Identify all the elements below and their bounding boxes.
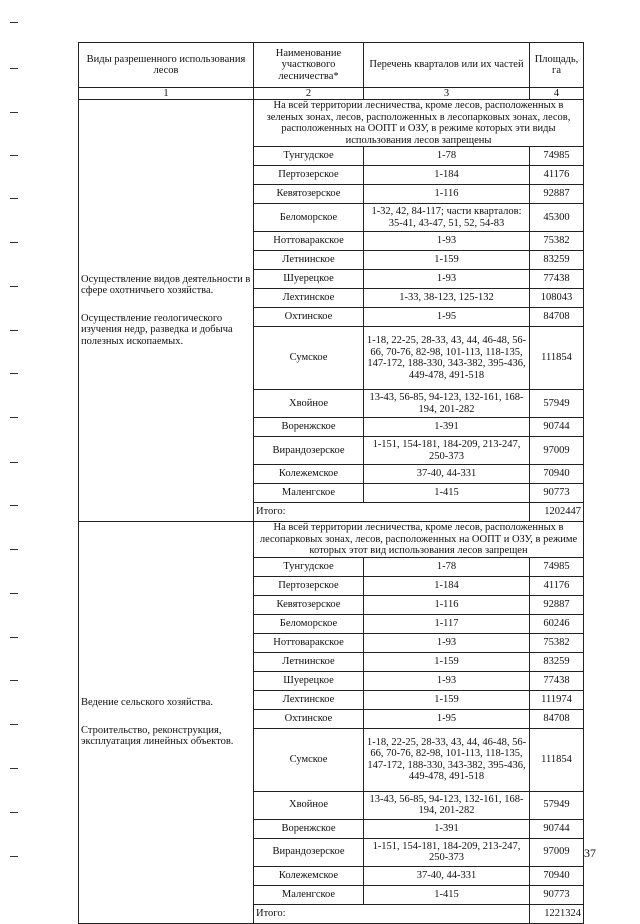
quarters-list: 13-43, 56-85, 94-123, 132-161, 168-194, 201-282 [364, 390, 530, 418]
binding-mark [10, 505, 18, 506]
quarters-list: 1-151, 154-181, 184-209, 213-247, 250-373 [364, 437, 530, 465]
area-value: 111854 [530, 327, 584, 390]
binding-mark [10, 22, 18, 23]
area-value: 77438 [530, 270, 584, 289]
area-value: 90744 [530, 418, 584, 437]
district-name: Ноттоваракское [254, 232, 364, 251]
district-name: Хвойное [254, 791, 364, 819]
quarters-list: 1-159 [364, 652, 530, 671]
district-name: Беломорское [254, 204, 364, 232]
quarters-list: 37-40, 44-331 [364, 866, 530, 885]
area-value: 92887 [530, 185, 584, 204]
quarters-list: 1-415 [364, 484, 530, 503]
district-name: Колежемское [254, 866, 364, 885]
area-value: 60246 [530, 614, 584, 633]
district-name: Лехтинское [254, 289, 364, 308]
total-area: 1221324 [530, 904, 584, 923]
page-number: 37 [584, 846, 596, 860]
area-value: 90773 [530, 484, 584, 503]
use-type-text: Ведение сельского хозяйства. [81, 697, 213, 708]
binding-mark [10, 198, 18, 199]
district-name: Беломорское [254, 614, 364, 633]
quarters-list: 1-151, 154-181, 184-209, 213-247, 250-373 [364, 838, 530, 866]
binding-mark [10, 724, 18, 725]
binding-mark [10, 373, 18, 374]
area-value: 75382 [530, 633, 584, 652]
district-name: Пертозерское [254, 576, 364, 595]
quarters-list: 1-117 [364, 614, 530, 633]
area-value: 57949 [530, 791, 584, 819]
binding-mark [10, 155, 18, 156]
area-value: 92887 [530, 595, 584, 614]
area-value: 70940 [530, 866, 584, 885]
quarters-list: 1-33, 38-123, 125-132 [364, 289, 530, 308]
area-value: 74985 [530, 147, 584, 166]
binding-mark [10, 417, 18, 418]
paragraph-gap [81, 709, 251, 725]
district-name: Кевятозерское [254, 595, 364, 614]
quarters-list: 1-391 [364, 418, 530, 437]
district-name: Пертозерское [254, 166, 364, 185]
binding-mark [10, 286, 18, 287]
use-type-text: Строительство, реконструкция, эксплуатация линейных объектов. [81, 724, 234, 747]
area-value: 90744 [530, 819, 584, 838]
quarters-list: 1-93 [364, 270, 530, 289]
district-name: Тунгудское [254, 147, 364, 166]
total-label: Итого: [254, 904, 530, 923]
use-type-cell [79, 522, 254, 924]
district-name: Маленгское [254, 885, 364, 904]
binding-mark [10, 330, 18, 331]
use-type-text: Осуществление геологического изучения недр, разведка и добыча полезных ископаемых. [81, 312, 233, 347]
territory-note: На всей территории лесничества, кроме лесов, расположенных в лесопарковых зонах, лесов, расположенных на ООПТ и ОЗУ, в режиме которых этот вид использования лесов запрещен [254, 522, 584, 558]
quarters-list: 1-78 [364, 147, 530, 166]
district-name: Летнинское [254, 652, 364, 671]
district-name: Кевятозерское [254, 185, 364, 204]
area-value: 108043 [530, 289, 584, 308]
district-name: Воренжское [254, 819, 364, 838]
use-type-text: Осуществление видов деятельности в сфере охотничьего хозяйства. [81, 273, 251, 297]
paragraph-gap [81, 297, 251, 313]
quarters-list: 1-184 [364, 576, 530, 595]
binding-mark [10, 812, 18, 813]
area-value: 84708 [530, 308, 584, 327]
total-area: 1202447 [530, 503, 584, 522]
column-number: 3 [364, 88, 530, 100]
quarters-list: 1-93 [364, 671, 530, 690]
district-name: Воренжское [254, 418, 364, 437]
quarters-list: 1-159 [364, 690, 530, 709]
binding-mark [10, 637, 18, 638]
total-label: Итого: [254, 503, 530, 522]
header-use-type: Виды разрешенного использования лесов [79, 43, 254, 88]
area-value: 74985 [530, 557, 584, 576]
area-value: 41176 [530, 166, 584, 185]
area-value: 97009 [530, 838, 584, 866]
column-number: 2 [254, 88, 364, 100]
binding-mark [10, 768, 18, 769]
area-value: 84708 [530, 709, 584, 728]
area-value: 83259 [530, 652, 584, 671]
forest-use-table [78, 42, 584, 924]
quarters-list: 1-95 [364, 709, 530, 728]
binding-mark [10, 112, 18, 113]
area-value: 45300 [530, 204, 584, 232]
territory-note: На всей территории лесничества, кроме лесов, расположенных в зеленых зонах, лесов, расположенных в лесопарковых зонах, лесов, расположенных на ООПТ и ОЗУ, в режиме которых эти виды использования лесов запрещены [254, 100, 584, 147]
district-name: Лехтинское [254, 690, 364, 709]
quarters-list: 1-18, 22-25, 28-33, 43, 44, 46-48, 56-66, 70-76, 82-98, 101-113, 118-135, 147-172, 188-330, 343-382, 395-436, 449-478, 491-518 [364, 327, 530, 390]
quarters-list: 1-95 [364, 308, 530, 327]
quarters-list: 1-78 [364, 557, 530, 576]
header-quarters: Перечень кварталов или их частей [364, 43, 530, 88]
quarters-list: 37-40, 44-331 [364, 465, 530, 484]
district-name: Шуерецкое [254, 671, 364, 690]
binding-mark [10, 68, 18, 69]
area-value: 111974 [530, 690, 584, 709]
section-note-row [79, 522, 584, 558]
area-value: 70940 [530, 465, 584, 484]
district-name: Маленгское [254, 484, 364, 503]
binding-mark [10, 549, 18, 550]
area-value: 111854 [530, 728, 584, 791]
district-name: Ноттоваракское [254, 633, 364, 652]
district-name: Охтинское [254, 308, 364, 327]
area-value: 97009 [530, 437, 584, 465]
area-value: 83259 [530, 251, 584, 270]
quarters-list: 1-93 [364, 633, 530, 652]
quarters-list: 1-184 [364, 166, 530, 185]
binding-mark [10, 242, 18, 243]
area-value: 57949 [530, 390, 584, 418]
area-value: 41176 [530, 576, 584, 595]
header-area: Площадь, га [530, 43, 584, 88]
district-name: Сумское [254, 728, 364, 791]
section-note-row [79, 100, 584, 147]
area-value: 77438 [530, 671, 584, 690]
quarters-list: 1-116 [364, 185, 530, 204]
quarters-list: 1-391 [364, 819, 530, 838]
area-value: 75382 [530, 232, 584, 251]
quarters-list: 1-32, 42, 84-117; части кварталов: 35-41, 43-47, 51, 52, 54-83 [364, 204, 530, 232]
column-number: 4 [530, 88, 584, 100]
binding-mark [10, 462, 18, 463]
district-name: Охтинское [254, 709, 364, 728]
quarters-list: 1-93 [364, 232, 530, 251]
area-value: 90773 [530, 885, 584, 904]
district-name: Вирандозерское [254, 838, 364, 866]
district-name: Сумское [254, 327, 364, 390]
district-name: Летнинское [254, 251, 364, 270]
quarters-list: 1-415 [364, 885, 530, 904]
quarters-list: 1-116 [364, 595, 530, 614]
district-name: Тунгудское [254, 557, 364, 576]
binding-mark [10, 593, 18, 594]
use-type-cell [79, 100, 254, 522]
district-name: Хвойное [254, 390, 364, 418]
header-district: Наименование участкового лесничества* [254, 43, 364, 88]
quarters-list: 13-43, 56-85, 94-123, 132-161, 168-194, 201-282 [364, 791, 530, 819]
district-name: Шуерецкое [254, 270, 364, 289]
district-name: Колежемское [254, 465, 364, 484]
quarters-list: 1-159 [364, 251, 530, 270]
column-number: 1 [79, 88, 254, 100]
binding-mark [10, 856, 18, 857]
quarters-list: 1-18, 22-25, 28-33, 43, 44, 46-48, 56-66, 70-76, 82-98, 101-113, 118-135, 147-172, 188-330, 343-382, 395-436, 449-478, 491-518 [364, 728, 530, 791]
table-body [79, 100, 584, 924]
binding-marks [0, 0, 40, 905]
binding-mark [10, 680, 18, 681]
district-name: Вирандозерское [254, 437, 364, 465]
